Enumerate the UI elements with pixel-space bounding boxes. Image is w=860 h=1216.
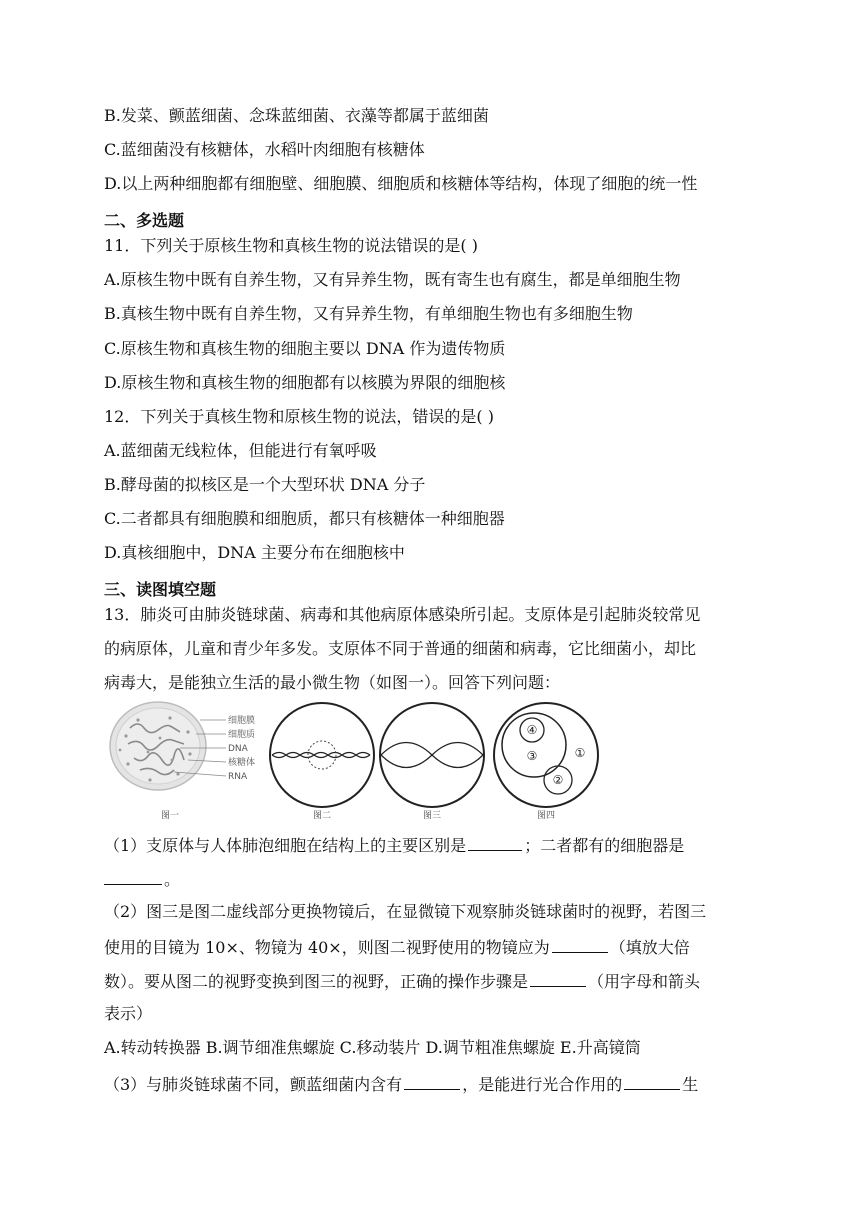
figure-strip: [100, 698, 760, 828]
option-10c: C.蓝细菌没有核糖体，水稻叶肉细胞有核糖体: [104, 140, 425, 159]
question-13-line-1: 13．肺炎可由肺炎链球菌、病毒和其他病原体感染所引起。支原体是引起肺炎较常见: [104, 605, 701, 624]
answer-blank-2[interactable]: [104, 868, 162, 885]
option-12b: B.酵母菌的拟核区是一个大型环状 DNA 分子: [104, 475, 426, 494]
mark-3: ③: [526, 749, 538, 763]
question-13-line-2: 的病原体，儿童和青少年多发。支原体不同于普通的细菌和病毒，它比细菌小，却比: [104, 639, 697, 658]
option-11a: A.原核生物中既有自养生物，又有异养生物，既有寄生也有腐生，都是单细胞生物: [104, 270, 681, 289]
answer-blank-1[interactable]: [468, 834, 522, 851]
label-rna: RNA: [228, 772, 248, 782]
figure-svg: [100, 698, 760, 828]
answer-blank-5[interactable]: [404, 1073, 460, 1090]
answer-blank-6[interactable]: [624, 1073, 680, 1090]
subquestion-3-line-1: （3）与肺炎链球菌不同，颤蓝细菌内含有 ，是能进行光合作用的 生: [104, 1075, 699, 1094]
label-dna: DNA: [228, 744, 248, 754]
answer-blank-3[interactable]: [552, 936, 608, 953]
subquestion-1-line-2: 。: [104, 868, 764, 890]
subquestion-2-line-3: 数）。要从图二的视野变换到图三的视野，正确的操作步骤是 （用字母和箭头: [104, 972, 701, 991]
option-10b: B.发菜、颤蓝细菌、念珠蓝细菌、衣藻等都属于蓝细菌: [104, 106, 489, 125]
subquestion-1-line-1: （1）支原体与人体肺泡细胞在结构上的主要区别是 ；二者都有的细胞器是: [104, 836, 685, 855]
figure-4-nested-circles: [494, 703, 598, 821]
section-heading-figure-questions: 三、读图填空题: [104, 580, 217, 599]
subquestion-2-line-2: 使用的目镜为 10×、物镜为 40×，则图二视野使用的物镜应为 （填放大倍: [104, 938, 690, 957]
option-12a: A.蓝细菌无线粒体，但能进行有氧呼吸: [104, 441, 377, 460]
figure-2-low-power-view: [270, 703, 374, 821]
option-12d: D.真核细胞中，DNA 主要分布在细胞核中: [104, 543, 405, 562]
question-11: 11．下列关于原核生物和真核生物的说法错误的是( ): [104, 236, 478, 255]
option-11b: B.真核生物中既有自养生物，又有异养生物，有单细胞生物也有多细胞生物: [104, 304, 633, 323]
figure-3-high-power-view: [380, 703, 484, 821]
subquestion-2-line-4: 表示）: [104, 1004, 153, 1023]
caption-figure-1: 图一: [160, 811, 180, 821]
option-12c: C.二者都具有细胞膜和细胞质，都只有核糖体一种细胞器: [104, 509, 505, 528]
option-11d: D.原核生物和真核生物的细胞都有以核膜为界限的细胞核: [104, 373, 506, 392]
label-cell-membrane: 细胞膜: [228, 716, 256, 726]
mark-1: ①: [574, 746, 586, 760]
mark-2: ②: [552, 773, 564, 787]
caption-figure-4: 图四: [536, 811, 556, 821]
question-12: 12．下列关于真核生物和原核生物的说法，错误的是( ): [104, 407, 494, 426]
caption-figure-3: 图三: [422, 811, 442, 821]
option-11c: C.原核生物和真核生物的细胞主要以 DNA 作为遗传物质: [104, 339, 506, 358]
label-cytoplasm: 细胞质: [228, 730, 256, 740]
question-13-line-3: 病毒大，是能独立生活的最小微生物（如图一）。回答下列问题：: [104, 673, 561, 692]
operation-options: A.转动转换器 B.调节细准焦螺旋 C.移动装片 D.调节粗准焦螺旋 E.升高镜筒: [104, 1038, 641, 1057]
section-heading-multiple-choice: 二、多选题: [104, 211, 185, 230]
answer-blank-4[interactable]: [530, 970, 586, 987]
option-10d: D.以上两种细胞都有细胞壁、细胞膜、细胞质和核糖体等结构，体现了细胞的统一性: [104, 174, 698, 193]
caption-figure-2: 图二: [312, 811, 332, 821]
mark-4: ④: [526, 723, 538, 737]
label-ribosome: 核糖体: [228, 758, 256, 768]
subquestion-2-line-1: （2）图三是图二虚线部分更换物镜后，在显微镜下观察肺炎链球菌时的视野，若图三: [104, 902, 707, 921]
figure-1-mycoplasma: [110, 702, 255, 821]
